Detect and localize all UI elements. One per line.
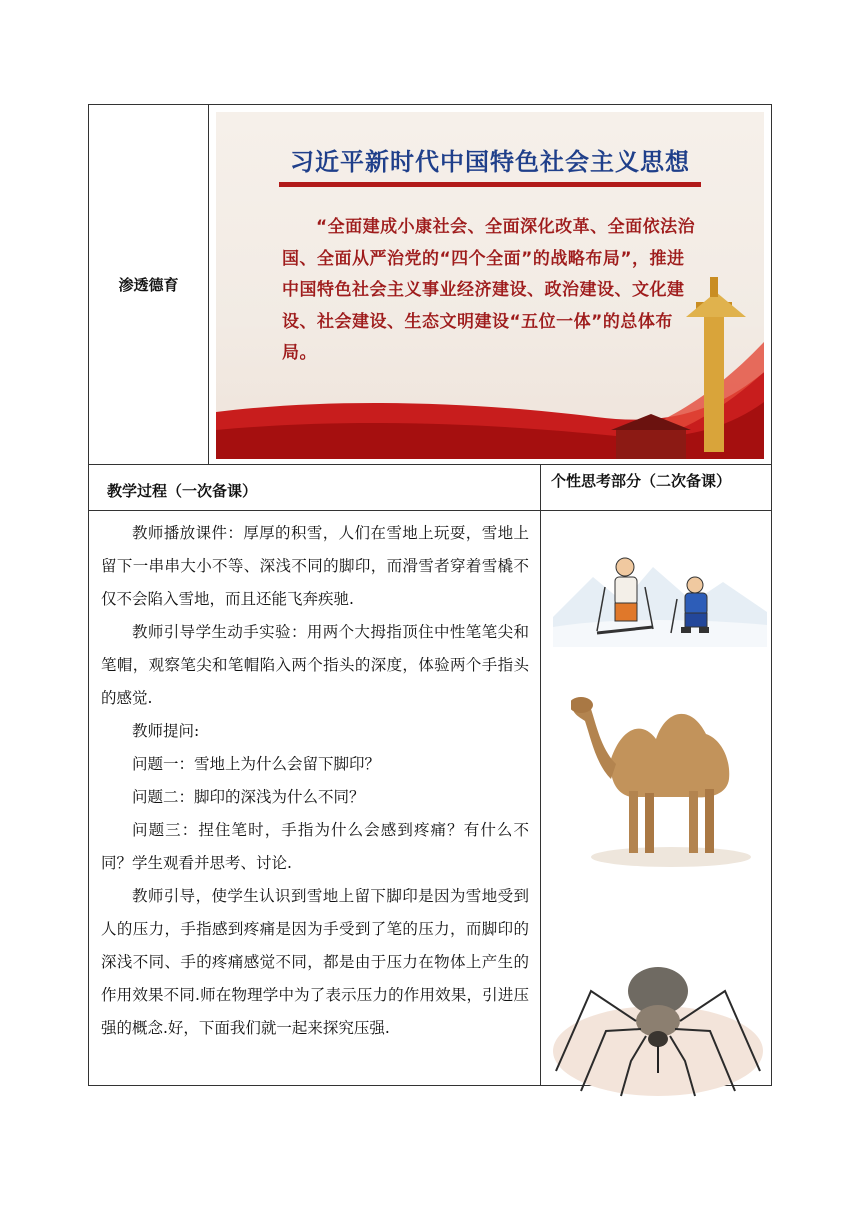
moral-education-label: 渗透德育 bbox=[118, 276, 179, 294]
paragraph: 问题三：捏住笔时，手指为什么会感到疼痛？有什么不同？学生观看并思考、讨论. bbox=[101, 821, 529, 872]
paragraph: 教师引导，使学生认识到雪地上留下脚印是因为雪地受到人的压力，手指感到疼痛是因为手受到了笔的压力，而脚印的深浅不同、手的疼痛感觉不同，都是由于压力在物体上产生的作用效果不同.师在物理学中为了表示压力的作用效果，引进压强的概念.好，下面我们就一起来探究压强. bbox=[101, 887, 529, 1037]
mosquito-illustration bbox=[551, 951, 765, 1101]
banner-text: “全面建成小康社会、全面深化改革、全面依法治国、全面从严治党的“四个全面”的战略布局”，推进中国特色社会主义事业经济建设、政治建设、文化建设、社会建设、生态文明建设“五位一体”的总体布局。 bbox=[282, 217, 696, 363]
paragraph: 问题一：雪地上为什么会留下脚印？ bbox=[132, 755, 381, 773]
paragraph: 教师播放课件：厚厚的积雪，人们在雪地上玩耍，雪地上留下一串串大小不等、深浅不同的脚印，而滑雪者穿着雪橇不仅不会陷入雪地，而且还能飞奔疾驰. bbox=[101, 524, 529, 608]
lesson-table bbox=[88, 104, 772, 1086]
illustrations-cell bbox=[540, 510, 772, 1086]
banner-cell bbox=[208, 104, 772, 465]
camel-illustration bbox=[571, 669, 761, 869]
skiers-illustration bbox=[553, 547, 767, 647]
paragraph: 教师引导学生动手实验：用两个大拇指顶住中性笔笔尖和笔帽，观察笔尖和笔帽陷入两个指头的深度，体验两个手指头的感觉. bbox=[101, 623, 529, 707]
paragraph: 问题二：脚印的深浅为什么不同？ bbox=[132, 788, 365, 806]
teaching-process-header: 教学过程（一次备课） bbox=[107, 482, 258, 500]
moral-education-label-cell bbox=[88, 104, 209, 465]
teaching-process-text bbox=[101, 517, 529, 1045]
red-ribbon-decoration bbox=[216, 112, 764, 459]
ideology-banner bbox=[216, 112, 764, 459]
teaching-process-cell bbox=[88, 510, 541, 1086]
paragraph: 教师提问: bbox=[132, 722, 200, 740]
banner-title: 习近平新时代中国特色社会主义思想 bbox=[290, 148, 690, 176]
personal-thinking-header-cell bbox=[540, 464, 772, 511]
teaching-process-header-cell bbox=[88, 464, 541, 511]
personal-thinking-header: 个性思考部分（二次备课） bbox=[551, 472, 732, 490]
